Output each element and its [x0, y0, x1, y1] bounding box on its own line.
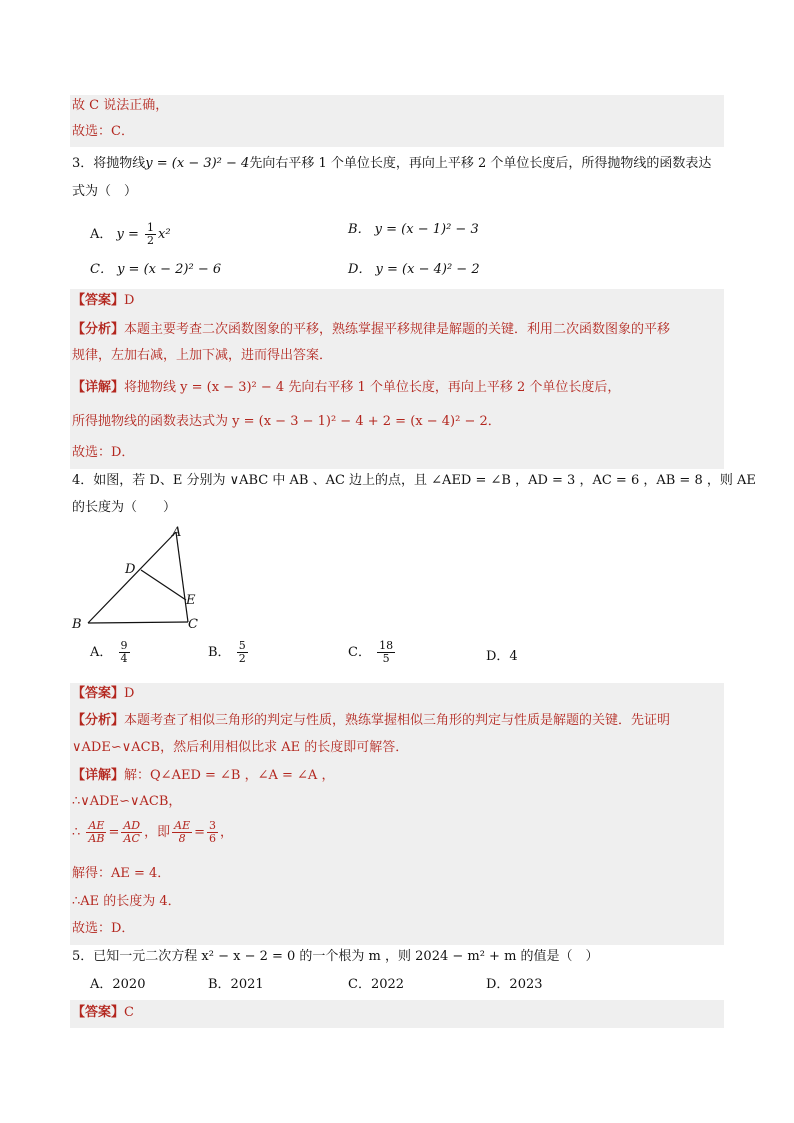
q4-answer-value: D [124, 686, 135, 701]
q4-label-d: D [125, 562, 136, 577]
q3-analysis-line-1 [72, 322, 670, 338]
q4-fraction-3-6-num: 3 [209, 819, 217, 832]
q4-label-c: C [188, 617, 198, 632]
q4-detail-line-5: ∴AE 的长度为 4． [72, 894, 181, 909]
q4-fraction-ad-ac-den: AC [123, 832, 140, 845]
q4-fraction-ae-8-den: 8 [178, 832, 186, 845]
q4-option-b [208, 640, 250, 665]
q4-option-b-label: B． [208, 645, 231, 660]
q4-option-a [90, 640, 132, 665]
q4-detail-line-3 [72, 820, 233, 845]
q3-option-a-label: A． [90, 227, 113, 242]
q3-option-a [90, 222, 171, 247]
q4-option-b-fraction [237, 640, 248, 665]
q4-triangle-figure [66, 520, 206, 635]
q4-option-c-label: C． [348, 645, 371, 660]
q4-option-b-den: 2 [238, 652, 246, 665]
q3-detail-tag: 【详解】 [72, 380, 125, 395]
q4-detail-end: ， [220, 825, 234, 840]
q4-side-bc [88, 622, 188, 623]
q4-detail-line-2: ∴∨ADE∽∨ACB， [72, 794, 182, 809]
q4-label-a: A [172, 525, 182, 540]
q3-stem-line-1 [72, 156, 711, 172]
q4-fraction-ae-ab-num: AE [86, 820, 106, 833]
prev-line-2: 故选：C． [72, 124, 134, 139]
q4-label-b: B [72, 617, 82, 632]
q5-stem: 5．已知一元二次方程 x² − x − 2 = 0 的一个根为 m ，则 2024 − m² + m 的值是（ ） [72, 949, 599, 964]
q4-fraction-3-6-den: 6 [209, 832, 217, 845]
q3-option-a-lhs: y = [116, 227, 139, 242]
q4-fraction-3-6 [207, 820, 218, 845]
q3-option-c: C． y = (x − 2)² − 6 [90, 262, 222, 277]
q4-select: 故选：D． [72, 921, 135, 936]
q4-option-d: D．4 [486, 649, 518, 664]
q4-fraction-ae-8 [172, 820, 192, 845]
q3-analysis-tag: 【分析】 [72, 322, 125, 337]
q3-option-a-fraction [145, 222, 156, 247]
q3-analysis-line-2: 规律，左加右减，上加下减，进而得出答案． [72, 348, 333, 363]
q4-detail-text-1: 解：Q∠AED = ∠B ，∠A = ∠A ， [124, 768, 335, 783]
q3-option-a-num: 1 [147, 221, 155, 234]
q4-detail-line-4: 解得：AE = 4． [72, 866, 171, 881]
q4-stem-line-1: 4．如图，若 D、E 分别为 ∨ABC 中 AB 、AC 边上的点，且 ∠AED = ∠B ，AD = 3 ，AC = 6 ，AB = 8 ，则 AE [72, 473, 756, 488]
q3-analysis-text-1: 本题主要考查二次函数图象的平移，熟练掌握平移规律是解题的关键．利用二次函数图象的平移 [124, 322, 671, 337]
q4-segment-de [141, 570, 186, 600]
q4-fraction-ae-ab [86, 820, 106, 845]
prev-line-1: 故 C 说法正确， [72, 98, 169, 113]
q5-option-c: C．2022 [348, 977, 405, 992]
q4-equals-2: = [194, 825, 206, 840]
q4-option-c-den: 5 [382, 652, 390, 665]
q4-fraction-ad-ac [121, 820, 142, 845]
q3-option-a-rest: x² [158, 227, 171, 242]
q3-stem-number: 3．将抛物线 [72, 156, 146, 171]
q4-option-b-num: 5 [238, 639, 246, 652]
q4-answer [72, 686, 134, 702]
q5-option-a: A．2020 [90, 977, 146, 992]
q4-option-c [348, 640, 397, 665]
q3-detail-line-2: 所得抛物线的函数表达式为 y = (x − 3 − 1)² − 4 + 2 = (x − 4)² − 2． [72, 414, 501, 429]
q3-select: 故选：D． [72, 445, 135, 460]
q5-option-b: B．2021 [208, 977, 264, 992]
q4-analysis-line-2: ∨ADE∽∨ACB，然后利用相似比求 AE 的长度即可解答． [72, 740, 409, 755]
q5-answer [72, 1005, 134, 1021]
q3-stem-expression: y = (x − 3)² − 4 [145, 156, 250, 171]
q4-option-a-fraction [119, 640, 130, 665]
q4-therefore: ∴ [72, 825, 81, 840]
q4-fraction-ae-8-num: AE [174, 819, 191, 832]
q5-option-d: D．2023 [486, 977, 543, 992]
q3-answer [72, 293, 134, 309]
q5-answer-value: C [124, 1005, 134, 1020]
q4-option-a-label: A． [90, 645, 113, 660]
q4-answer-tag: 【答案】 [72, 686, 125, 701]
q4-fraction-ae-ab-den: AB [88, 832, 105, 845]
q4-side-ac [176, 532, 188, 622]
q4-fraction-ad-ac-num: AD [123, 819, 141, 832]
q4-option-a-den: 4 [120, 652, 128, 665]
q4-analysis-line-1 [72, 713, 670, 729]
q4-detail-tag: 【详解】 [72, 768, 125, 783]
q3-option-a-den: 2 [147, 234, 155, 247]
q3-solution-block [70, 289, 724, 469]
q4-detail-mid: ，即 [144, 825, 171, 840]
q4-detail-line-1 [72, 768, 334, 784]
q5-answer-tag: 【答案】 [72, 1005, 125, 1020]
q3-detail-line-1 [72, 380, 620, 396]
q4-analysis-text-1: 本题考查了相似三角形的判定与性质，熟练掌握相似三角形的判定与性质是解题的关键．先证明 [124, 713, 671, 728]
q4-option-c-num: 18 [379, 639, 394, 652]
q4-side-ab [88, 532, 176, 623]
q4-option-a-num: 9 [120, 639, 128, 652]
q4-label-e: E [186, 593, 196, 608]
q3-option-d: D． y = (x − 4)² − 2 [348, 262, 480, 277]
q5-answer-block [70, 1000, 724, 1028]
q3-stem-line-2: 式为（ ） [72, 184, 138, 199]
q4-analysis-tag: 【分析】 [72, 713, 125, 728]
q3-answer-tag: 【答案】 [72, 293, 125, 308]
q3-stem-text: 先向右平移 1 个单位长度，再向上平移 2 个单位长度后，所得抛物线的函数表达 [249, 156, 712, 171]
q3-option-b: B． y = (x − 1)² − 3 [348, 222, 479, 237]
q3-answer-value: D [124, 293, 135, 308]
q4-stem-line-2: 的长度为（ ） [72, 500, 177, 515]
q4-equals-1: = [108, 825, 120, 840]
q3-detail-text-1: 将抛物线 y = (x − 3)² − 4 先向右平移 1 个单位长度，再向上平移 2 个单位长度后， [124, 380, 621, 395]
q4-option-c-fraction [377, 640, 395, 665]
